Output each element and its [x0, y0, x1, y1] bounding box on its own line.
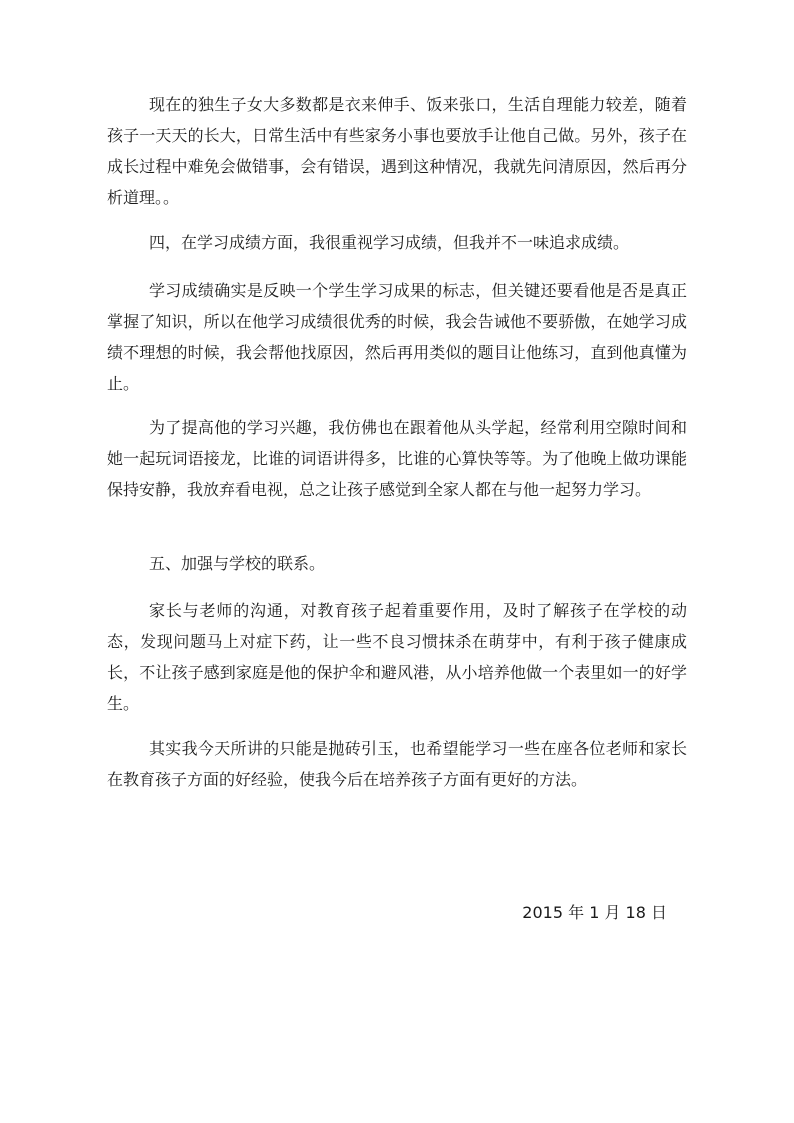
- heading-section-five: 五、加强与学校的联系。: [149, 554, 326, 573]
- paragraph-interest: 为了提高他的学习兴趣，我仿佛也在跟着他从头学起，经常利用空隙时间和她一起玩词语接龙，比谁的词语讲得多，比谁的心算快等等。为了他晚上做功课能保持安静，我放弃看电视，总之让孩子感觉到全家人都在与他一起努力学习。: [107, 418, 687, 499]
- paragraph-self-reliance: 现在的独生子女大多数都是衣来伸手、饭来张口，生活自理能力较差，随着孩子一天天的长大，日常生活中有些家务小事也要放手让他自己做。另外，孩子在成长过程中难免会做错事，会有错误，遇到这种情况，我就先问清原因，然后再分析道理。。: [107, 95, 687, 207]
- paragraph-grades: 学习成绩确实是反映一个学生学习成果的标志，但关键还要看他是否是真正掌握了知识，所以在他学习成绩很优秀的时候，我会告诫他不要骄傲，在她学习成绩不理想的时候，我会帮他找原因，然后再用类似的题目让他练习，直到他真懂为止。: [107, 281, 687, 393]
- heading-section-four: 四，在学习成绩方面，我很重视学习成绩，但我并不一味追求成绩。: [149, 233, 630, 252]
- document-date: 2015 年 1 月 18 日: [522, 903, 667, 922]
- paragraph-school-contact: 家长与老师的沟通，对教育孩子起着重要作用，及时了解孩子在学校的动态，发现问题马上对症下药，让一些不良习惯抹杀在萌芽中，有利于孩子健康成长，不让孩子感到家庭是他的保护伞和避风港，从小培养他做一个表里如一的好学生。: [107, 601, 687, 713]
- paragraph-closing: 其实我今天所讲的只能是抛砖引玉，也希望能学习一些在座各位老师和家长在教育孩子方面的好经验，使我今后在培养孩子方面有更好的方法。: [107, 739, 687, 789]
